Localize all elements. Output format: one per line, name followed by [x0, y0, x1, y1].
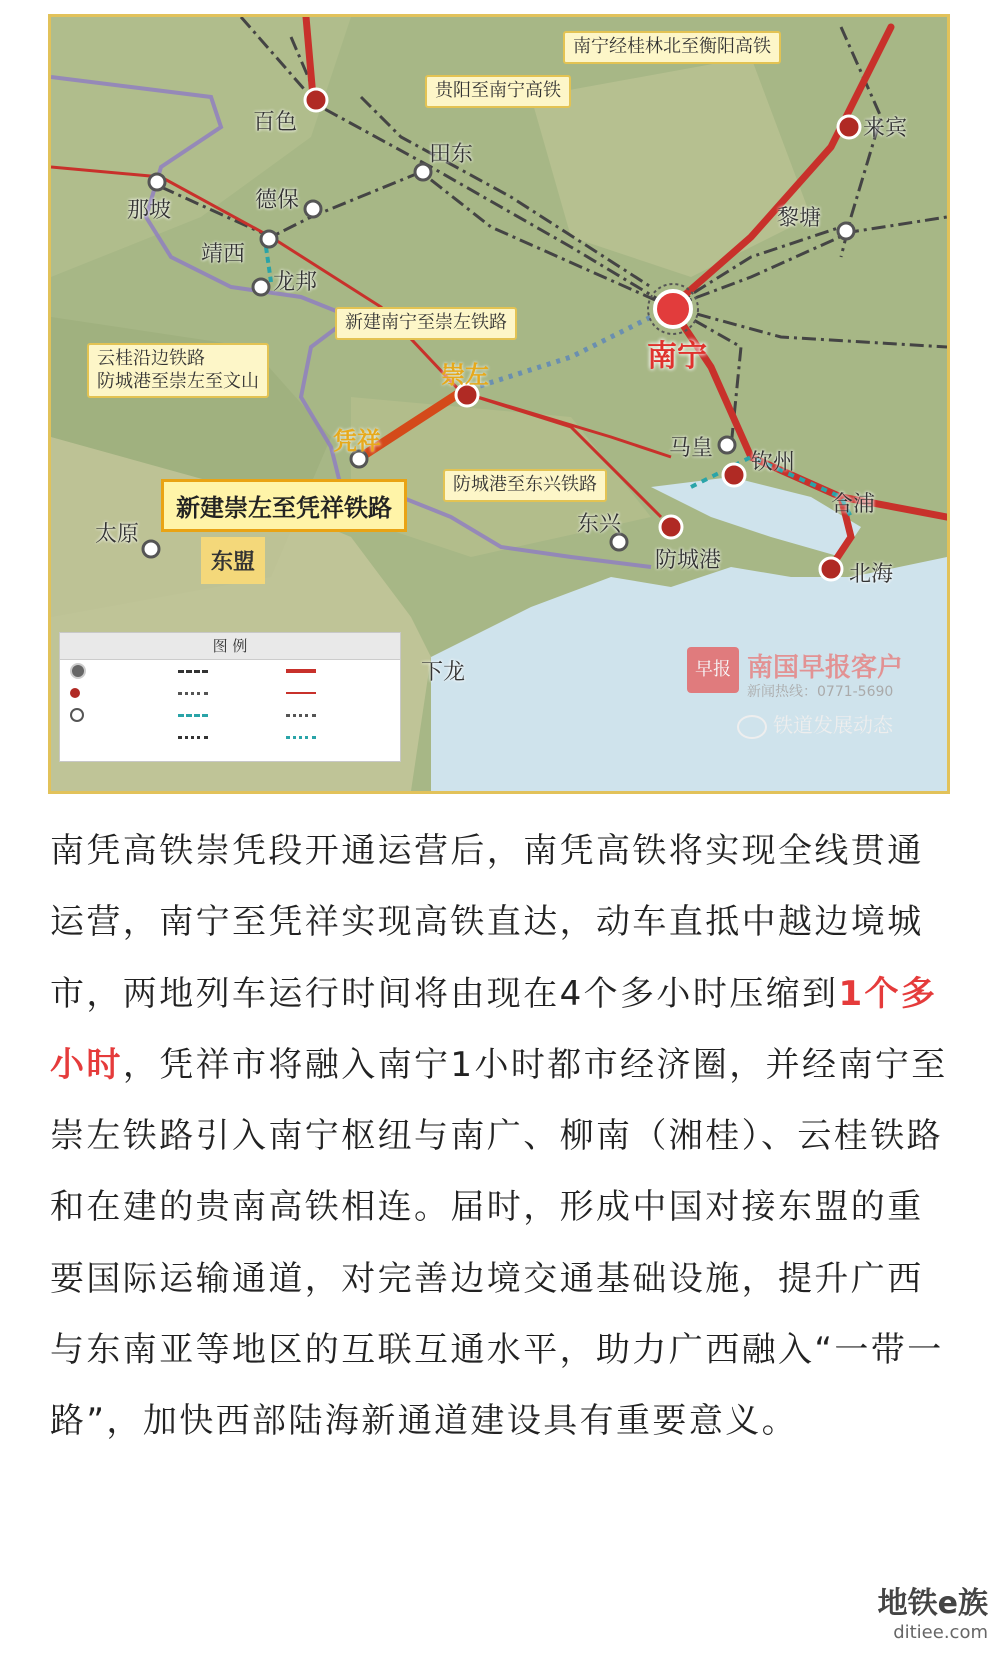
tag-nanning-chongzuo: 新建南宁至崇左铁路: [335, 307, 517, 340]
asean-label: 东盟: [201, 537, 265, 584]
tag-yungui-border-railway: 云桂沿边铁路 防城港至崇左至文山: [87, 343, 269, 398]
city-nanning: 南宁: [647, 339, 707, 374]
article-text-part2: ，凭祥市将融入南宁1小时都市经济圈，并经南宁至崇左铁路引入南宁枢纽与南广、柳南（湘桂）、云桂铁路和在建的贵南高铁相连。届时，形成中国对接东盟的重要国际运输通道，对完善边境交通基础设施，提升广西与东南亚等地区的互联互通水平，助力广西融入“一带一路”，加快西部陆海新通道建设具有重要意义。: [50, 1044, 948, 1442]
city-debao: 德保: [255, 188, 300, 213]
upgrade-line-icon: [286, 714, 316, 717]
city-litang: 黎塘: [777, 206, 822, 231]
expansion-line-icon: [286, 736, 316, 739]
city-jingxi: 靖西: [201, 242, 246, 267]
city-longbang: 龙邦: [273, 270, 318, 295]
article-paragraph: [50, 816, 950, 1458]
tag-guiyang-nanning: 贵阳至南宁高铁: [425, 75, 571, 108]
legend-row: [60, 704, 400, 726]
existing-rail-icon: [178, 670, 208, 673]
railway-map: [48, 14, 950, 794]
tag-fangchenggang-dongxing: 防城港至东兴铁路: [443, 469, 607, 502]
city-pingxiang: 凭祥: [333, 427, 381, 455]
city-beihai: 北海: [849, 562, 894, 587]
city-fangchenggang: 防城港: [655, 548, 722, 573]
newspaper-logo-icon: 早报: [687, 647, 739, 693]
provincial-city-icon: [70, 663, 86, 679]
newspaper-watermark: 南国早报客户: [747, 653, 904, 683]
city-taiyuan: 太原: [95, 522, 140, 547]
site-watermark: [878, 1578, 988, 1643]
legend-row: [60, 660, 400, 682]
planned-rail-icon: [286, 692, 316, 694]
legend-row: [60, 682, 400, 704]
article-text-part1: 南凭高铁崇凭段开通运营后，南凭高铁将实现全线贯通运营，南宁至凭祥实现高铁直达，动车直抵中越边境城市，两地列车运行时间将由现在4个多小时压缩到: [50, 831, 924, 1014]
wechat-account-name: 铁道发展动态: [773, 713, 893, 737]
wechat-icon: [737, 715, 767, 739]
tag-nanning-guilin-hengyang: 南宁经桂林北至衡阳高铁: [563, 31, 781, 64]
legend-row: [60, 726, 400, 748]
city-qinzhou: 钦州: [751, 450, 796, 475]
city-napo: 那坡: [127, 198, 172, 223]
tag-chongzuo-pingxiang: 新建崇左至凭祥铁路: [161, 479, 407, 532]
city-mahuang: 马皇: [669, 436, 714, 461]
electrification-line-icon: [178, 736, 208, 739]
other-city-icon: [70, 708, 84, 722]
city-laibin: 来宾: [863, 116, 908, 141]
city-xialong: 下龙: [421, 660, 466, 685]
wechat-watermark: [737, 709, 893, 739]
map-legend: [59, 632, 401, 762]
city-tiandong: 田东: [429, 142, 474, 167]
newspaper-hotline: 新闻热线：0771-5690: [747, 684, 894, 700]
under-construction-rail-icon: [178, 692, 208, 695]
city-chongzuo: 崇左: [441, 361, 489, 389]
study-line-icon: [178, 714, 208, 717]
legend-title: 图 例: [60, 633, 400, 660]
city-dongxing: 东兴: [577, 512, 622, 537]
planned-hsr-icon: [286, 669, 316, 673]
prefecture-city-icon: [70, 688, 80, 698]
site-name: 地铁e族: [877, 1586, 988, 1621]
city-hepu: 合浦: [831, 492, 876, 517]
article-highlight: 1个多小时: [50, 973, 938, 1085]
city-baise: 百色: [253, 110, 298, 135]
site-url: ditiee.com: [893, 1622, 988, 1643]
